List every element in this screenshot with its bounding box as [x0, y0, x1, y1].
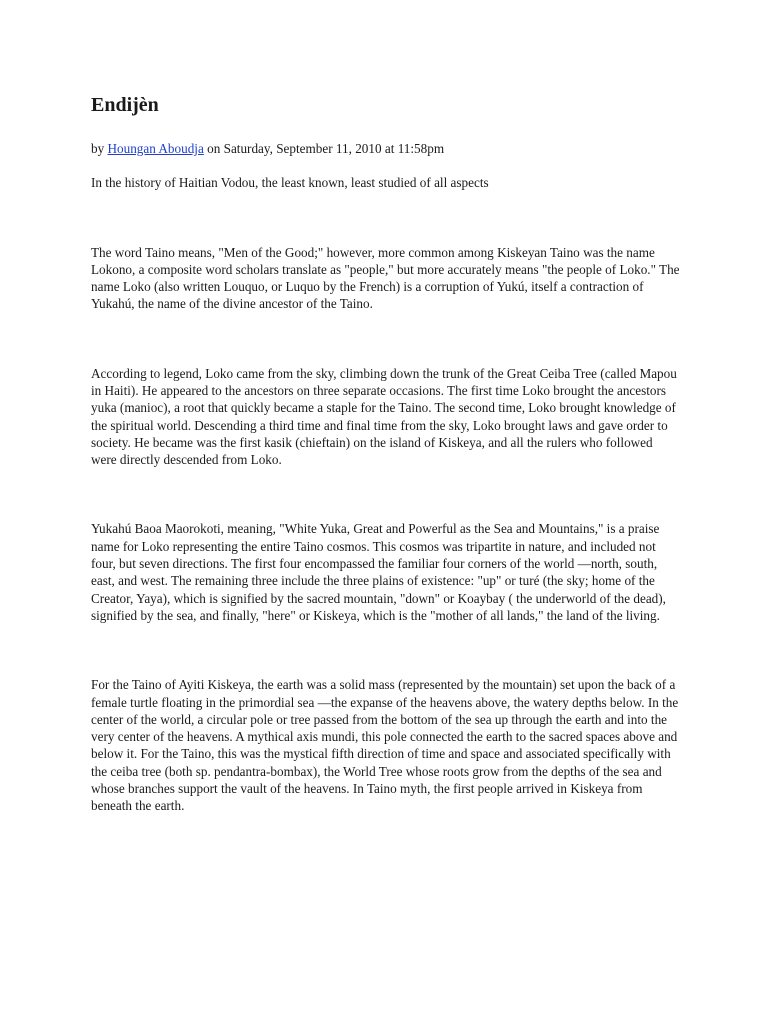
byline	[91, 140, 681, 157]
byline-date: on Saturday, September 11, 2010 at 11:58pm	[203, 141, 445, 156]
author-link[interactable]: Houngan Aboudja	[107, 141, 204, 156]
article-title: Endijèn	[91, 94, 159, 116]
article	[91, 88, 681, 815]
paragraph-world-tree: For the Taino of Ayiti Kiskeya, the earth was a solid mass (represented by the mountain) set upon the back of a female turtle floating in the primordial sea —the expanse of the heavens above, the watery depths below. In the center of the world, a circular pole or tree passed from the bottom of the sea up through the earth and into the very center of the heavens. A mythical axis mundi, this pole connected the earth to the sacred spaces above and below it. For the Taino, this was the mystical fifth direction of time and space and associated specifically with the ceiba tree (both sp. pendantra-bombax), the World Tree whose roots grow from the depths of the sea and whose branches support the vault of the heavens. In Taino myth, the first people arrived in Kiskeya from beneath the earth.	[91, 677, 679, 814]
paragraph-cosmos: Yukahú Baoa Maorokoti, meaning, "White Yuka, Great and Powerful as the Sea and Mountains," is a praise name for Loko representing the entire Taino cosmos. This cosmos was tripartite in nature, and included not four, but seven directions. The first four encompassed the familiar four corners of the world —north, south, east, and west. The remaining three include the three plains of existence: "up" or turé (the sky; home of the Creator, Yaya), which is signified by the sacred mountain, "down" or Koaybay ( the underworld of the dead), signified by the sea, and finally, "here" or Kiskeya, which is the "mother of all lands," the land of the living.	[91, 521, 666, 623]
byline-prefix: by	[91, 141, 108, 156]
intro-paragraph: In the history of Haitian Vodou, the least known, least studied of all aspects	[91, 175, 489, 191]
paragraph-taino-meaning: The word Taino means, "Men of the Good;" however, more common among Kiskeyan Taino was the name Lokono, a composite word scholars translate as "people," but more accurately means "the people of Loko." The name Loko (also written Louquo, or Luquo by the French) is a corruption of Yukú, itself a contraction of Yukahú, the name of the divine ancestor of the Taino.	[91, 244, 680, 312]
paragraph-legend: According to legend, Loko came from the sky, climbing down the trunk of the Great Ceiba Tree (called Mapou in Haiti). He appeared to the ancestors on three separate occasions. The first time Loko brought the ancestors yuka (manioc), a root that quickly became a staple for the Taino. The second time, Loko brought knowledge of the spiritual world. Descending a third time and final time from the sky, Loko brought laws and gave order to society. He became was the first kasik (chieftain) on the island of Kiskeya, and all the rulers who followed were directly descended from Loko.	[91, 365, 677, 468]
